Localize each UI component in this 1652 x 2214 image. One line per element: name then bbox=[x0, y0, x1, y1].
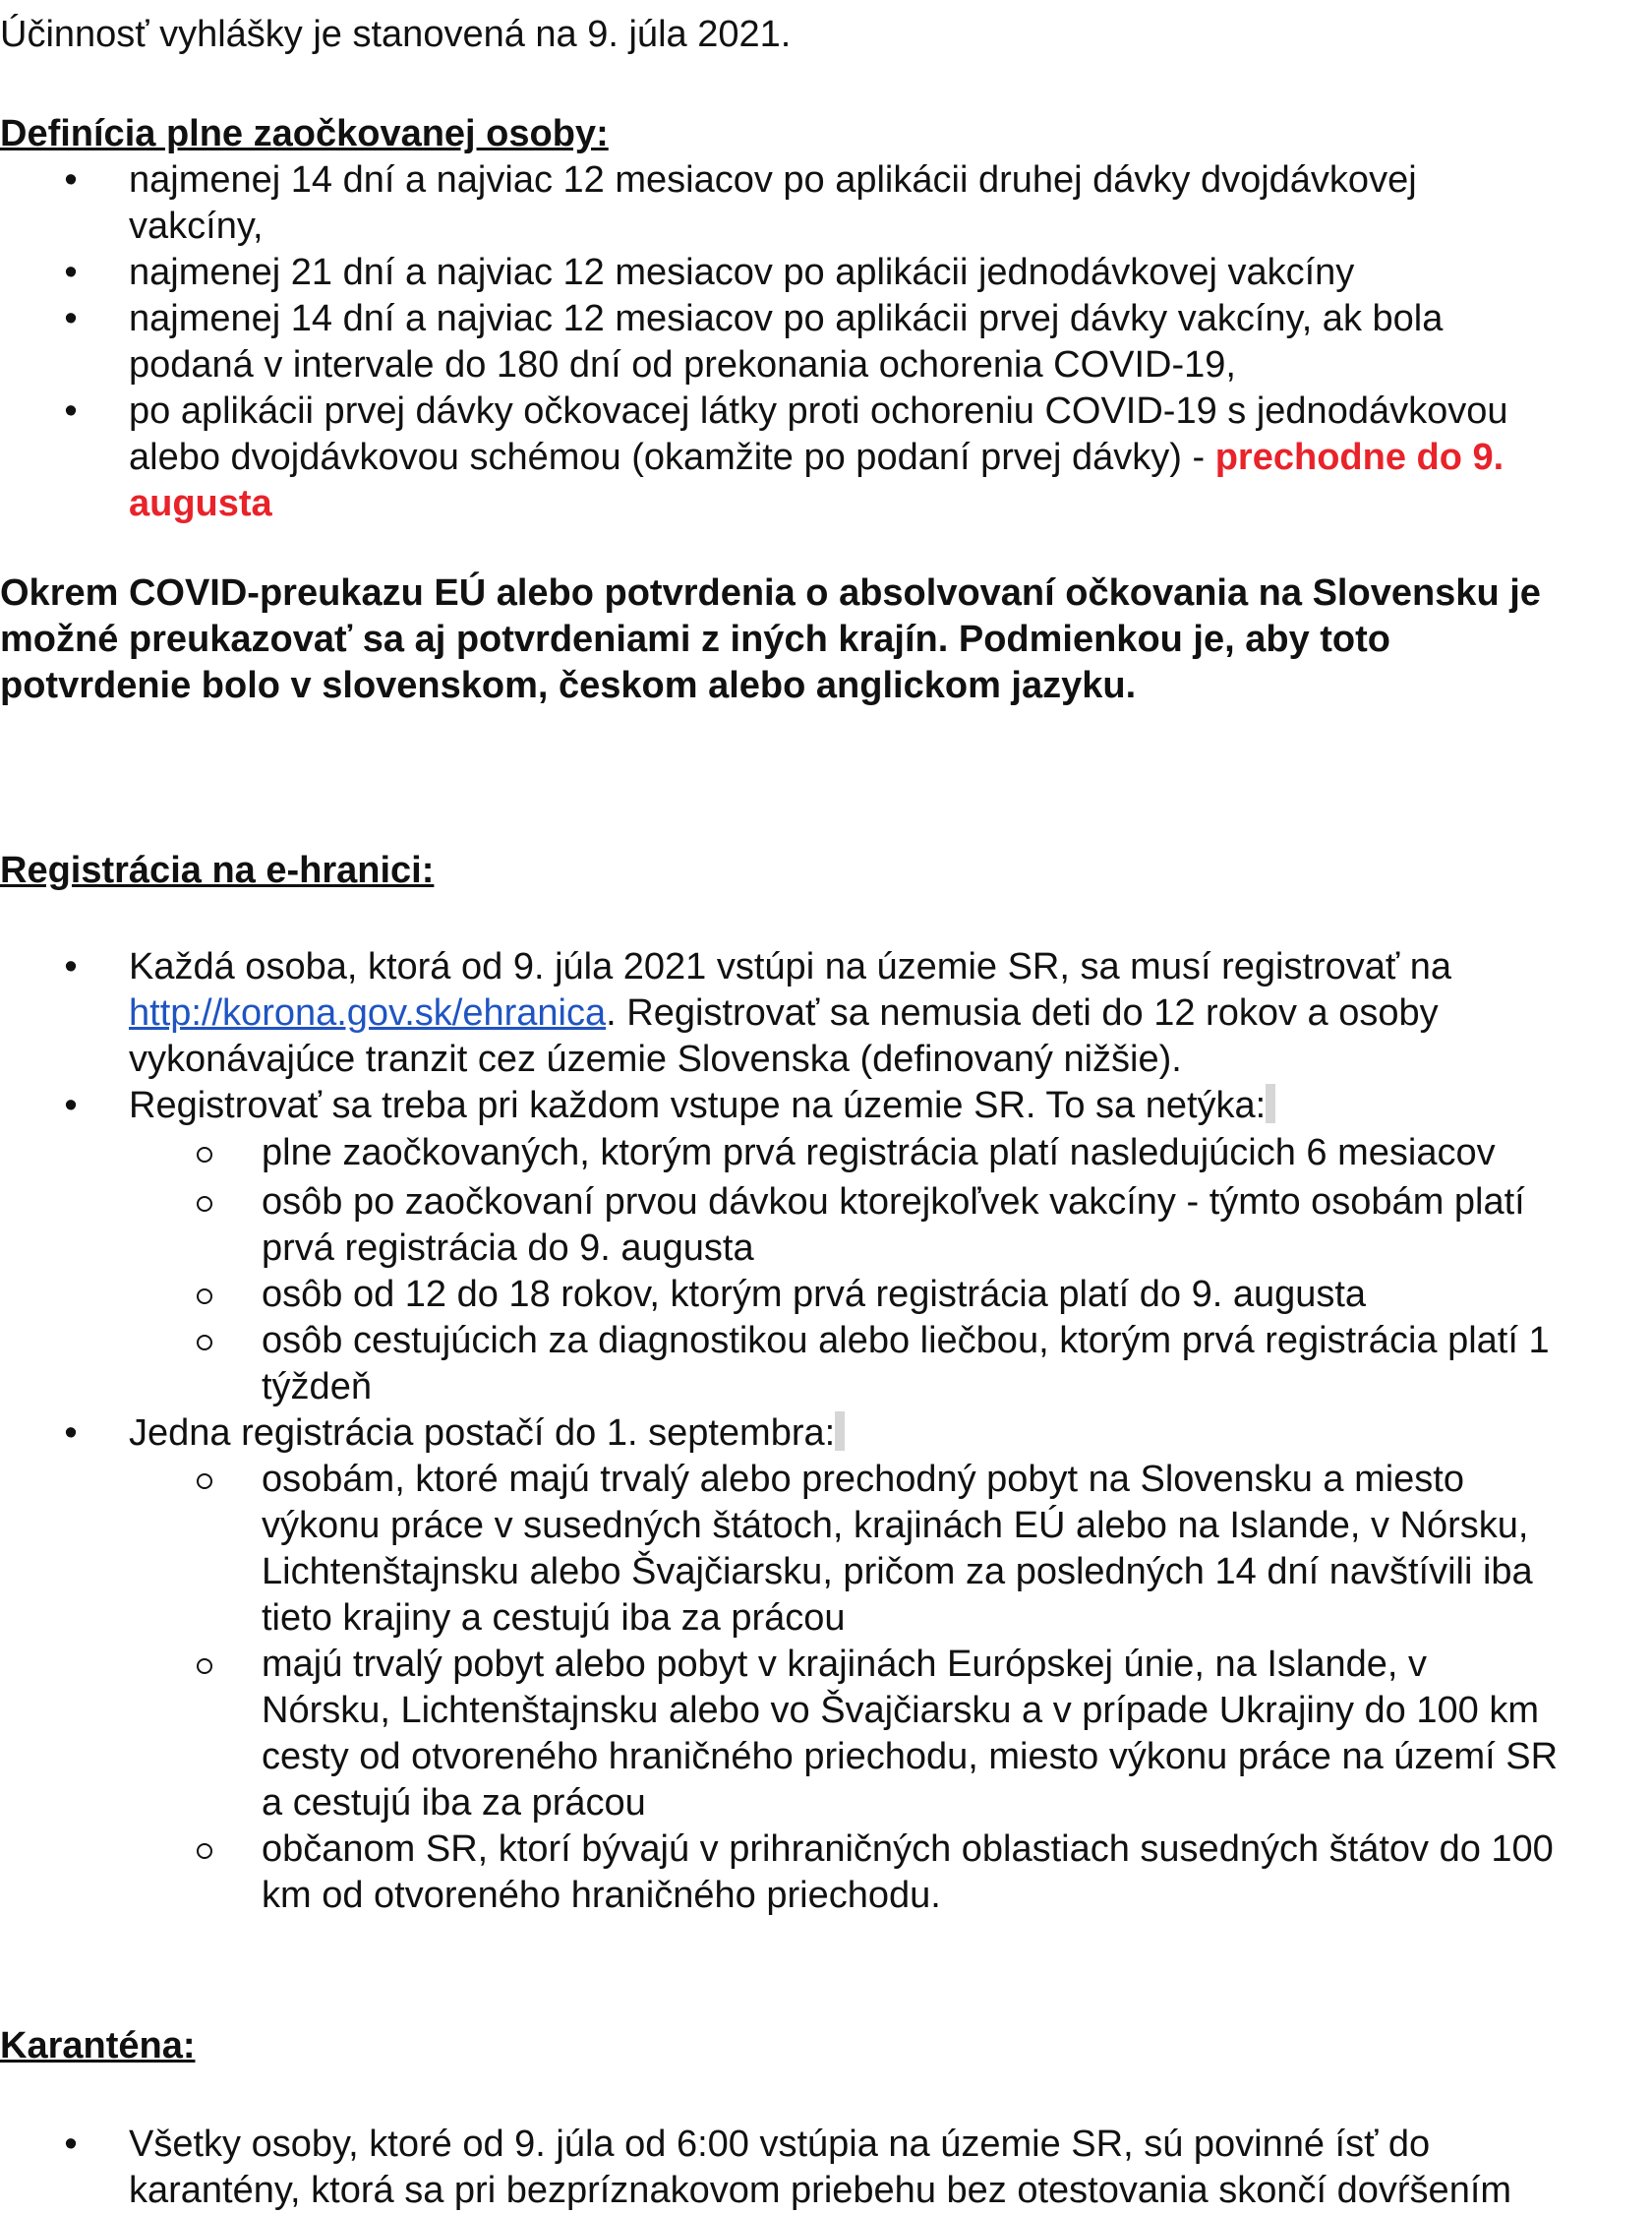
list-item: • Všetky osoby, ktoré od 9. júla od 6:00 vstúpia na územie SR, sú povinné ísť do karantény, ktorá sa pri bezpríznakovom priebehu bez otestovania skončí dovŕšením bbox=[0, 2122, 1511, 2214]
bullet-icon bbox=[61, 944, 81, 990]
list-item: • Každá osoba, ktorá od 9. júla 2021 vstúpi na územie SR, sa musí registrovať na http://korona.gov.sk/ehranica. Registrovať sa nemusia deti do 12 rokov a osoby vykonávajúce tranzit cez územie Slovenska (definovaný nižšie). bbox=[0, 944, 1558, 1083]
registration-list bbox=[0, 944, 1558, 1919]
bullet-icon bbox=[61, 1410, 81, 1457]
list-item: • najmenej 14 dní a najviac 12 mesiacov po aplikácii druhej dávky dvojdávkovej vakcíny, bbox=[0, 157, 1508, 250]
definition-list bbox=[0, 157, 1508, 527]
bullet-icon bbox=[61, 1083, 81, 1129]
bullet-icon bbox=[61, 2122, 81, 2168]
sub-list-item: osôb po zaočkovaní prvou dávkou ktorejkoľvek vakcíny - týmto osobám platí prvá registrácia do 9. augusta bbox=[0, 1179, 1558, 1272]
intro-text: Účinnosť vyhlášky je stanovená na 9. júla 2021. bbox=[0, 14, 792, 55]
definition-heading: Definícia plne zaočkovanej osoby: bbox=[0, 113, 609, 154]
list-item: • Jedna registrácia postačí do 1. septembra: bbox=[0, 1410, 1558, 1457]
sub-list-item: občanom SR, ktorí bývajú v prihraničných oblastiach susedných štátov do 100 km od otvoreného hraničného priechodu. bbox=[0, 1826, 1558, 1919]
list-item: • najmenej 21 dní a najviac 12 mesiacov po aplikácii jednodávkovej vakcíny bbox=[0, 250, 1508, 296]
circle-bullet-icon bbox=[197, 1147, 212, 1163]
bullet-icon bbox=[61, 389, 81, 435]
text-cursor bbox=[835, 1411, 845, 1451]
circle-bullet-icon bbox=[197, 1288, 212, 1304]
bullet-icon bbox=[61, 157, 81, 204]
quarantine-list bbox=[0, 2122, 1511, 2214]
sub-list-item: majú trvalý pobyt alebo pobyt v krajinách Európskej únie, na Islande, v Nórsku, Lichtenštajnsku alebo vo Švajčiarsku a v prípade Ukrajiny do 100 km cesty od otvoreného hraničného priechodu, miesto výkonu práce na území SR a cestujú iba za prácou bbox=[0, 1642, 1558, 1826]
ehranica-link[interactable]: http://korona.gov.sk/ehranica bbox=[129, 992, 607, 1034]
list-item: • po aplikácii prvej dávky očkovacej látky proti ochoreniu COVID-19 s jednodávkovou alebo dvojdávkovou schémou (okamžite po podaní prvej dávky) - prechodne do 9. augusta bbox=[0, 389, 1508, 527]
circle-bullet-icon bbox=[197, 1196, 212, 1212]
bullet-icon bbox=[61, 296, 81, 342]
circle-bullet-icon bbox=[197, 1335, 212, 1350]
quarantine-heading: Karanténa: bbox=[0, 2025, 196, 2066]
deadline-highlight: prechodne do 9. bbox=[1214, 437, 1504, 478]
circle-bullet-icon bbox=[197, 1843, 212, 1859]
sub-list-item: osobám, ktoré majú trvalý alebo prechodný pobyt na Slovensku a miesto výkonu práce v susedných štátoch, krajinách EÚ alebo na Islande, v Nórsku, Lichtenštajnsku alebo Švajčiarsku, pričom za posledných 14 dní navštívili iba tieto krajiny a cestujú iba za prácou bbox=[0, 1457, 1558, 1642]
text-cursor bbox=[1266, 1084, 1275, 1123]
sub-list-item: plne zaočkovaných, ktorým prvá registrácia platí nasledujúcich 6 mesiacov bbox=[0, 1130, 1558, 1176]
registration-heading: Registrácia na e-hranici: bbox=[0, 850, 435, 891]
list-item: • najmenej 14 dní a najviac 12 mesiacov po aplikácii prvej dávky vakcíny, ak bola podaná v intervale do 180 dní od prekonania ochorenia COVID-19, bbox=[0, 296, 1508, 389]
list-item: • Registrovať sa treba pri každom vstupe na územie SR. To sa netýka: bbox=[0, 1083, 1558, 1129]
circle-bullet-icon bbox=[197, 1658, 212, 1674]
bullet-icon bbox=[61, 250, 81, 296]
sub-list-item: osôb od 12 do 18 rokov, ktorým prvá registrácia platí do 9. augusta bbox=[0, 1272, 1558, 1318]
deadline-highlight: augusta bbox=[129, 483, 272, 524]
notice-text: Okrem COVID-preukazu EÚ alebo potvrdenia o absolvovaní očkovania na Slovensku je možné preukazovať sa aj potvrdeniami z iných krajín. Podmienkou je, aby toto potvrdenie bolo v slovenskom, českom alebo anglickom jazyku. bbox=[0, 572, 1541, 706]
sub-list-item: osôb cestujúcich za diagnostikou alebo liečbou, ktorým prvá registrácia platí 1 týždeň bbox=[0, 1318, 1558, 1410]
circle-bullet-icon bbox=[197, 1473, 212, 1489]
